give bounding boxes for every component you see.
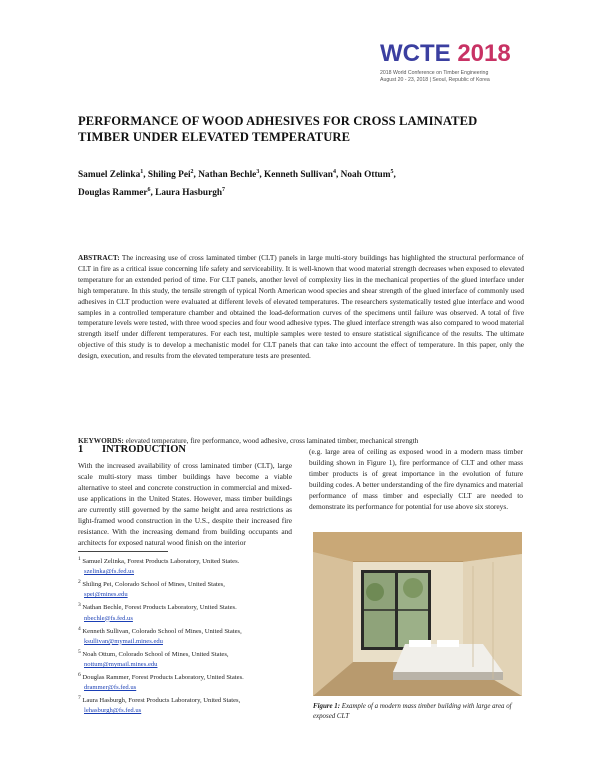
logo-mark: WCTE 2018	[380, 40, 511, 67]
email-link[interactable]: lehasburgh@fs.fed.us	[84, 707, 142, 715]
author-list: Samuel Zelinka$^1$, Shiling Pei$^2$, Nathan Bechle$^3$, Kenneth Sullivan$^4$, Noah Ottum$^5$, Douglas Rammer$^6$, Laura Hasburgh$^7$	[78, 169, 396, 199]
footnote: $^4$ Kenneth Sullivan, Colorado School of Mines, United States, ksullivan@mymail.mines.edu	[78, 625, 242, 645]
email-link[interactable]: spei@mines.edu	[84, 591, 128, 599]
author: Laura Hasburgh$^7$	[155, 187, 226, 199]
footnote: $^5$ Noah Ottum, Colorado School of Mines, United States, nottum@mymail.mines.edu	[78, 648, 229, 668]
figure-1-photo	[313, 532, 522, 696]
section-heading	[78, 444, 186, 455]
email-link[interactable]: ksullivan@mymail.mines.edu	[84, 637, 163, 645]
author: Shiling Pei$^2$	[147, 169, 194, 181]
email-link[interactable]: nottum@mymail.mines.edu	[84, 660, 158, 668]
intro-column-2: (e.g. large area of ceiling as exposed wood in a modern mass timber building shown in Figure 1), fire performance of CLT and other mass timber products is of great importance in the evolution of future building codes. A better understanding of the fire dynamics and material performance of mass timber and especially CLT are needed to demonstrate its performance for potential for use above six storeys.	[309, 447, 523, 511]
author: Douglas Rammer$^6$	[78, 187, 151, 199]
keywords-label: KEYWORDS:	[78, 436, 124, 445]
footnote: $^7$ Laura Hasburgh, Forest Products Laboratory, United States, lehasburgh@fs.fed.us	[78, 695, 241, 715]
abstract-label: ABSTRACT:	[78, 253, 120, 262]
room-illustration	[313, 532, 522, 696]
author: Samuel Zelinka$^1$	[78, 169, 144, 181]
footnote: $^1$ Samuel Zelinka, Forest Products Laboratory, United States. szelinka@fs.fed.us	[78, 556, 240, 576]
figure-caption-text: Example of a modern mass timber building with large area of exposed CLT	[313, 703, 512, 720]
author: Kenneth Sullivan$^4$	[263, 169, 336, 181]
email-link[interactable]: szelinka@fs.fed.us	[84, 568, 135, 576]
paper-title: PERFORMANCE OF WOOD ADHESIVES FOR CROSS LAMINATED TIMBER UNDER ELEVATED TEMPERATURE	[78, 114, 478, 144]
section-title: INTRODUCTION	[102, 444, 187, 455]
author: Nathan Bechle$^3$	[198, 169, 260, 181]
footnote: $^3$ Nathan Bechle, Forest Products Laboratory, United States. nbechle@fs.fed.us	[78, 602, 237, 622]
keywords-text: elevated temperature, fire performance, wood adhesive, cross laminated timber, mechanical strength	[125, 436, 419, 445]
footnote: $^6$ Douglas Rammer, Forest Products Laboratory, United States. drammer@fs.fed.us	[78, 671, 244, 692]
email-link[interactable]: drammer@fs.fed.us	[84, 684, 137, 692]
figure-label: Figure 1:	[313, 703, 340, 710]
logo-line-2: August 20 - 23, 2018 | Seoul, Republic of Korea	[380, 77, 490, 83]
abstract-text: The increasing use of cross laminated timber (CLT) panels in large multi-story buildings has highlighted the structural performance of CLT in fire as a critical issue concerning life safety and serviceability. It is well-known that wood material strength decreases when exposed to elevated temperature for an extended period of time. For CLT panels, another level of complexity lies in the mechanical properties of the glued interface under high temperature. In this study, the tensile strength of typical North American wood species and shear strength of the glued interface of commonly used adhesives in CLT production were evaluated at different levels of elevated temperatures. The researchers systematically tested glue interface and wood samples in a controlled temperature chamber and obtained the load-deformation curves of the specimens until failure was observed. A total of five temperature levels were tested, with three wood species and four wood adhesive types. The glued interface strength was also compared to wood material strength itself under different temperatures. For each test, multiple samples were tested to ensure statistical significance of the results. The ultimate objective of this study is to develop a mechanistic model for CLT panels that can take into account the effect of temperature. In this paper, only the design, execution, and results from the elevated temperature tests are presented.	[78, 253, 524, 361]
logo-line-1: 2018 World Conference on Timber Engineering	[380, 70, 489, 76]
abstract	[78, 253, 524, 362]
conference-logo	[380, 40, 520, 96]
email-link[interactable]: nbechle@fs.fed.us	[84, 614, 133, 622]
intro-column-1: With the increased availability of cross laminated timber (CLT), large scale multi-story mass timber buildings have become a viable alternative to steel and concrete construction in commercial and mixed-use applications in the United States. However, mass timber buildings are currently still governed by the same height and area restrictions as light-framed wood construction in the U.S., despite their increased fire resistance. With the increasing demand from building occupants and architects for exposed natural wood finish on the interior	[78, 461, 292, 547]
footnotes	[78, 554, 292, 716]
footnote: $^2$ Shiling Pei, Colorado School of Mines, United States, spei@mines.edu	[78, 579, 225, 599]
author: Noah Ottum$^5$	[340, 169, 394, 181]
figure-1-caption	[313, 702, 527, 721]
section-number: 1	[78, 444, 84, 455]
footnote-rule	[78, 551, 168, 552]
